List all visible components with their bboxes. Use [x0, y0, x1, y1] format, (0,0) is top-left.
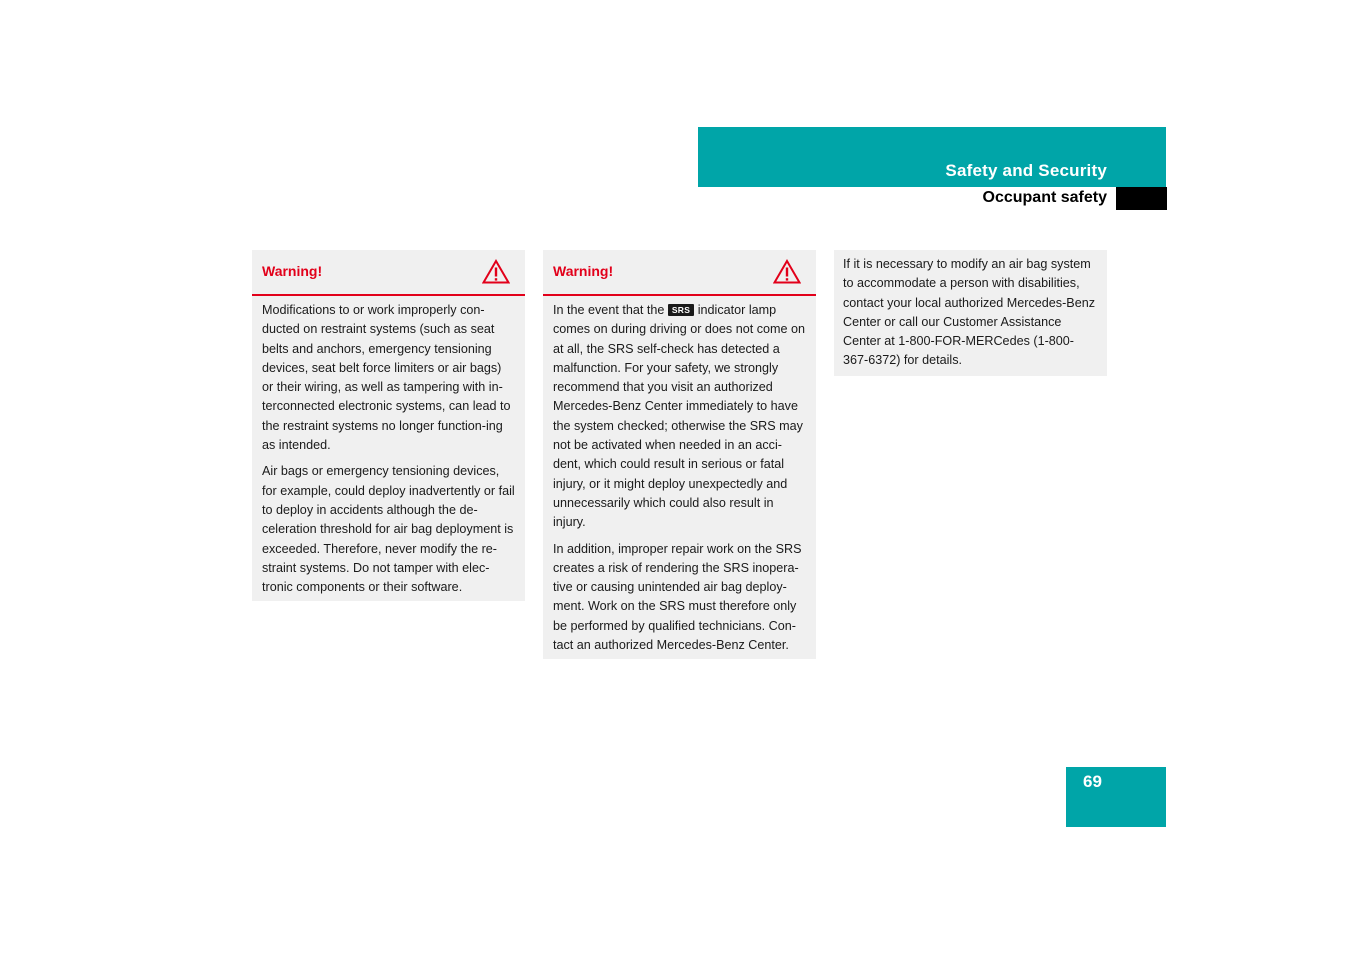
- text-run: In the event that the: [553, 303, 668, 317]
- warning-triangle-icon: [482, 259, 510, 284]
- section-tab-marker: [1116, 187, 1167, 210]
- note-paragraph: If it is necessary to modify an air bag system to accommodate a person with disabilities, contact your local authorized Mercedes-Benz Center or call our Customer Assistance Center at 1-800-FOR-MERCedes (1-800-367-6372) for details.: [843, 257, 1096, 368]
- warning-header: [252, 250, 525, 296]
- warning-box-srs-indicator: [543, 250, 816, 659]
- page-number: 69: [1083, 772, 1102, 791]
- warning-body: [543, 296, 816, 655]
- page-number-tab: [1066, 767, 1166, 827]
- warning-label: Warning!: [553, 263, 614, 279]
- warning-box-restraint-modifications: [252, 250, 525, 601]
- section-title: Safety and Security: [945, 161, 1107, 180]
- header-band: [698, 127, 1166, 187]
- warning-paragraph: In addition, improper repair work on the SRS creates a risk of rendering the SRS inopera-tive or causing unintended air bag deploy-ment. Work on the SRS must therefore only be performed by qualified technicians. Con-tact an authorized Mercedes-Benz Center.: [553, 541, 802, 653]
- warning-paragraph: Modifications to or work improperly con-ducted on restraint systems (such as seat belts and anchors, emergency tensioning devices, seat belt force limiters or air bags) or their wiring, as well as tampering with in-terconnected electronic systems, can lead to the restraint systems no longer function-ing as intended.: [262, 303, 511, 453]
- subsection-title: Occupant safety: [982, 189, 1107, 206]
- warning-label: Warning!: [262, 263, 323, 279]
- text-run: indicator lamp comes on during driving or does not come on at all, the SRS self-check has detected a malfunction. For your safety, we strongly recommend that you visit an authorized Mercedes-Benz Center immediately to have the system checked; otherwise the SRS may not be activated when needed in an acci-dent, which could result in serious or fatal injury, or it might deploy unexpectedly and unnecessarily which could also result in injury.: [553, 303, 806, 530]
- warning-body: [252, 296, 525, 597]
- warning-header: [543, 250, 816, 296]
- warning-paragraph: [553, 301, 806, 533]
- srs-indicator-icon: SRS: [668, 304, 694, 316]
- warning-paragraph: Air bags or emergency tensioning devices, for example, could deploy inadvertently or fail to deploy in accidents although the de-celeration threshold for air bag deployment is exceeded. Therefore, never modify the re-straint systems. Do not tamper with elec-tronic components or their software.: [262, 464, 515, 595]
- warning-triangle-icon: [773, 259, 801, 284]
- note-box-disabilities: [834, 250, 1107, 376]
